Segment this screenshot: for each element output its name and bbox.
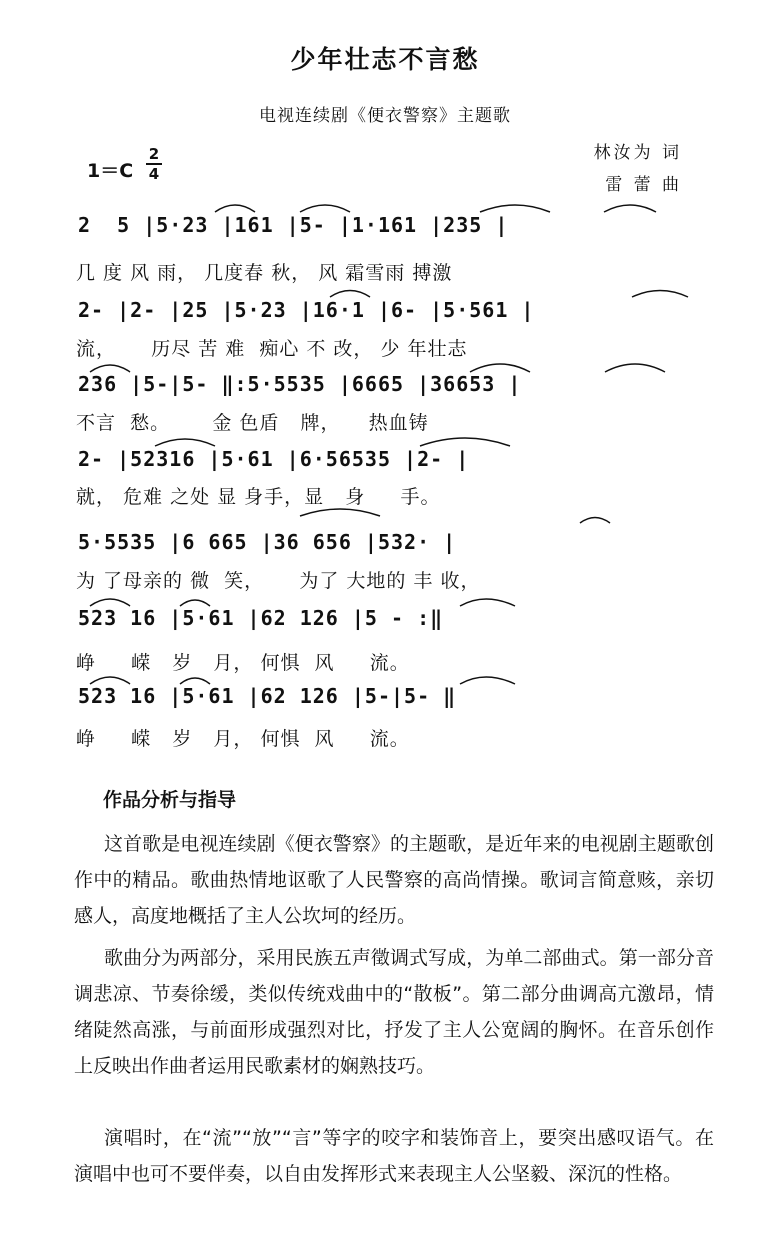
score-notes-line-3: 236 |5-|5- ‖:5·5535 |6665 |36653 | xyxy=(78,372,522,396)
analysis-paragraph-3 xyxy=(74,1120,714,1192)
analysis-paragraph-2 xyxy=(74,940,714,1084)
song-subtitle: 电视连续剧《便衣警察》主题歌 xyxy=(259,106,511,126)
score-lyrics-line-7: 峥 嵘 岁 月， 何惧 风 流。 xyxy=(76,728,410,750)
time-denominator: 4 xyxy=(146,163,162,183)
score-notes-line-4: 2- |52316 |5·61 |6·56535 |2- | xyxy=(78,447,470,471)
score-lyrics-line-3: 不言 愁。 金 色盾 牌， 热血铸 xyxy=(76,412,429,434)
analysis-heading: 作品分析与指导 xyxy=(103,789,237,811)
score-notes-line-7: 523 16 |5·61 |62 126 |5-|5- ‖ xyxy=(78,684,457,708)
composer-credit: 雷 蕾 曲 xyxy=(605,175,682,195)
score-notes-line-5: 5·5535 |6 665 |36 656 |532· | xyxy=(78,530,457,554)
score-notes-line-2: 2- |2- |25 |5·23 |16·1 |6- |5·561 | xyxy=(78,298,535,322)
lyricist-credit: 林汝为 词 xyxy=(593,143,682,163)
score-lyrics-line-5: 为 了母亲的 微 笑， 为了 大地的 丰 收， xyxy=(76,570,481,592)
song-title: 少年壮志不言愁 xyxy=(290,45,480,74)
analysis-text-1: 这首歌是电视连续剧《便衣警察》的主题歌，是近年来的电视剧主题歌创作中的精品。歌曲热情地讴歌了人民警察的高尚情操。歌词言简意赅，亲切感人，高度地概括了主人公坎坷的经历。 xyxy=(74,833,714,927)
score-notes-line-6: 523 16 |5·61 |62 126 |5 - :‖ xyxy=(78,606,444,630)
score-lyrics-line-4: 就， 危难 之处 显 身手，显 身 手。 xyxy=(76,486,441,508)
score-lyrics-line-6: 峥 嵘 岁 月， 何惧 风 流。 xyxy=(76,652,410,674)
key-signature: 1＝C xyxy=(87,160,134,182)
score-notes-line-1: 2 5 |5·23 |161 |5- |1·161 |235 | xyxy=(78,213,509,237)
analysis-text-3: 演唱时，在“流”“放”“言”等字的咬字和装饰音上，要突出感叹语气。在演唱中也可不要伴奏，以自由发挥形式来表现主人公坚毅、深沉的性格。 xyxy=(74,1127,714,1185)
time-numerator: 2 xyxy=(148,145,160,163)
analysis-paragraph-1 xyxy=(74,826,714,934)
score-lyrics-line-2: 流， 历尽 苦 难 痴心 不 改， 少 年壮志 xyxy=(76,338,468,360)
analysis-text-2: 歌曲分为两部分，采用民族五声徵调式写成，为单二部曲式。第一部分音调悲凉、节奏徐缓，类似传统戏曲中的“散板”。第二部分曲调高亢激昂，情绪陡然高涨，与前面形成强烈对比，抒发了主人公宽阔的胸怀。在音乐创作上反映出作曲者运用民歌素材的娴熟技巧。 xyxy=(74,947,714,1077)
score-lyrics-line-1: 几 度 风 雨， 几度春 秋， 风 霜雪雨 搏激 xyxy=(76,262,453,284)
